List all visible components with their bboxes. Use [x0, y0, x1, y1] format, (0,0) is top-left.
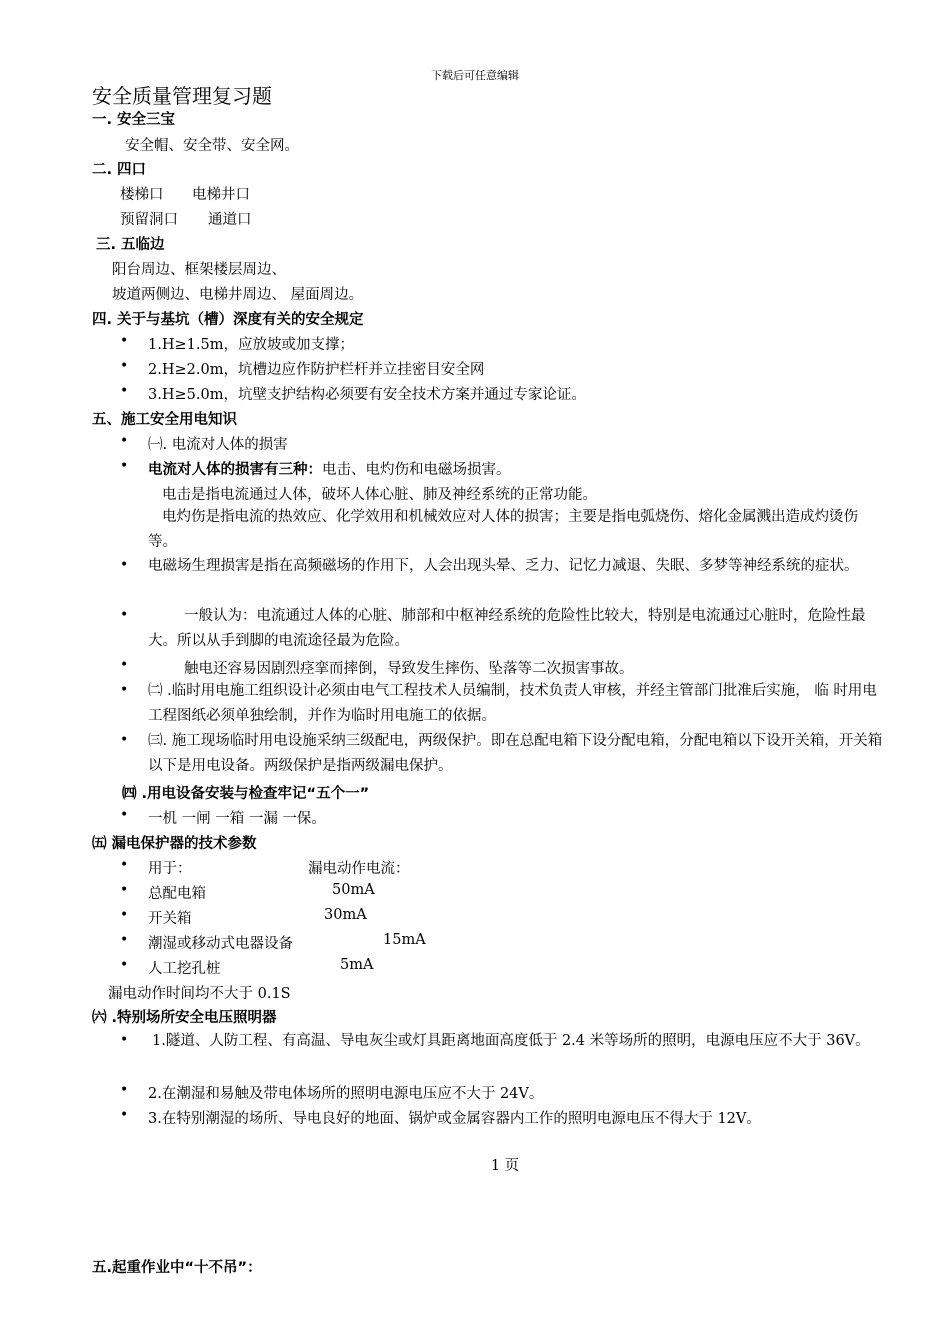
section-3-text: 阳台周边、框架楼层周边、 — [112, 262, 286, 278]
bullet: • — [120, 857, 129, 873]
bullet: • — [120, 433, 129, 449]
section-4-heading: 四. 关于与基坑（槽）深度有关的安全规定 — [92, 312, 364, 328]
subsection-heading: ㈥ .特别场所安全电压照明器 — [92, 1010, 277, 1026]
page-number: 1 页 — [490, 1158, 520, 1174]
section-2-item: 通道口 — [208, 212, 252, 228]
bullet: • — [120, 557, 129, 573]
subsection-heading: ㈣ .用电设备安装与检查牢记“五个一” — [122, 786, 370, 802]
list-item: 3.H≥5.0m，坑壁支护结构必须要有安全技术方案并通过专家论证。 — [148, 387, 586, 403]
list-item: 一般认为：电流通过人体的心脏、肺部和中枢神经系统的危险性比较大，特别是电流通过心脏时，危险性最大。所以从手到脚的电流途径最为危险。 — [148, 608, 866, 649]
bullet: • — [120, 383, 129, 399]
bullet: • — [120, 907, 129, 923]
table-value: 5mA — [340, 957, 374, 973]
list-item: 2.在潮湿和易触及带电体场所的照明电源电压应不大于 24V。 — [148, 1086, 544, 1102]
list-item-text: 电击、电灼伤和电磁场损害。 — [322, 462, 511, 478]
paragraph: 电灼伤是指电流的热效应、化学效用和机械效应对人体的损害；主要是指电弧烧伤、熔化金属溅出造成灼烫伤等。 — [148, 509, 858, 550]
bullet: • — [120, 1032, 129, 1048]
emphasis-text: 电流对人体的损害有三种： — [148, 462, 322, 478]
bullet: • — [120, 333, 129, 349]
section-1-heading: 一. 安全三宝 — [92, 112, 176, 128]
list-item: 2.H≥2.0m，坑槽边应作防护栏杆并立挂密目安全网 — [148, 362, 485, 378]
list-item: ㈢. 施工现场临时用电设施采纳三级配电，两级保护。即在总配电箱下设分配电箱，分配电箱以下设开关箱，开关箱以下是用电设备。两级保护是指两级漏电保护。 — [148, 733, 883, 774]
table-value: 30mA — [324, 907, 367, 923]
paragraph: 电击是指电流通过人体，破坏人体心脏、肺及神经系统的正常功能。 — [162, 487, 597, 503]
note-text: 漏电动作时间均不大于 0.1S — [108, 986, 291, 1002]
bullet: • — [120, 807, 129, 823]
table-label: 开关箱 — [148, 911, 192, 927]
list-item: 一机 一闸 一箱 一漏 一保。 — [148, 811, 326, 827]
bullet: • — [120, 732, 129, 748]
section-2-item: 预留洞口 — [120, 212, 178, 228]
bullet: • — [120, 932, 129, 948]
list-item: 1.隧道、人防工程、有高温、导电灰尘或灯具距离地面高度低于 2.4 米等场所的照明，电源电压应不大于 36V。 — [152, 1033, 870, 1049]
page-header: 下载后可任意编辑 — [431, 69, 519, 82]
list-item: 电磁场生理损害是指在高频磁场的作用下，人会出现头晕、乏力、记忆力减退、失眠、多梦等神经系统的症状。 — [148, 558, 859, 574]
table-label: 人工挖孔桩 — [148, 961, 221, 977]
bullet: • — [120, 458, 129, 474]
document-title: 安全质量管理复习题 — [92, 84, 272, 108]
section-3-text: 坡道两侧边、电梯井周边、 屋面周边。 — [112, 287, 364, 303]
section-2-item: 电梯井口 — [192, 187, 250, 203]
list-item: 触电还容易因剧烈痉挛而摔倒，导致发生摔伤、坠落等二次损害事故。 — [184, 661, 634, 677]
table-value: 漏电动作电流： — [308, 861, 410, 877]
bullet: • — [120, 657, 129, 673]
list-item: ㈠. 电流对人体的损害 — [148, 437, 288, 453]
table-label: 潮湿或移动式电器设备 — [148, 936, 293, 952]
section-1-text: 安全帽、安全带、安全网。 — [125, 138, 299, 154]
table-value: 15mA — [383, 932, 426, 948]
table-value: 50mA — [332, 882, 375, 898]
table-label: 用于： — [148, 861, 192, 877]
list-item: 3.在特别潮湿的场所、导电良好的地面、锅炉或金属容器内工作的照明电源电压不得大于 12V。 — [148, 1111, 761, 1127]
section-5-heading: 五、施工安全用电知识 — [92, 412, 237, 428]
bullet: • — [120, 882, 129, 898]
list-item: 1.H≥1.5m，应放坡或加支撑； — [148, 337, 354, 353]
subsection-heading: ㈤ 漏电保护器的技术参数 — [92, 836, 257, 852]
bullet: • — [120, 1082, 129, 1098]
list-item: ㈡ .临时用电施工组织设计必须由电气工程技术人员编制，技术负责人审核，并经主管部门批准后实施， 临 时用电工程图纸必须单独绘制，并作为临时用电施工的依据。 — [148, 683, 877, 724]
section-2-item: 楼梯口 — [120, 187, 164, 203]
next-page-heading: 五.起重作业中“十不吊”： — [92, 1260, 262, 1276]
bullet: • — [120, 682, 129, 698]
bullet: • — [120, 358, 129, 374]
bullet: • — [120, 607, 129, 623]
section-3-heading: 三. 五临边 — [96, 237, 165, 253]
table-label: 总配电箱 — [148, 886, 206, 902]
bullet: • — [120, 957, 129, 973]
list-item — [148, 458, 511, 479]
bullet: • — [120, 1107, 129, 1123]
section-2-heading: 二. 四口 — [92, 162, 147, 178]
